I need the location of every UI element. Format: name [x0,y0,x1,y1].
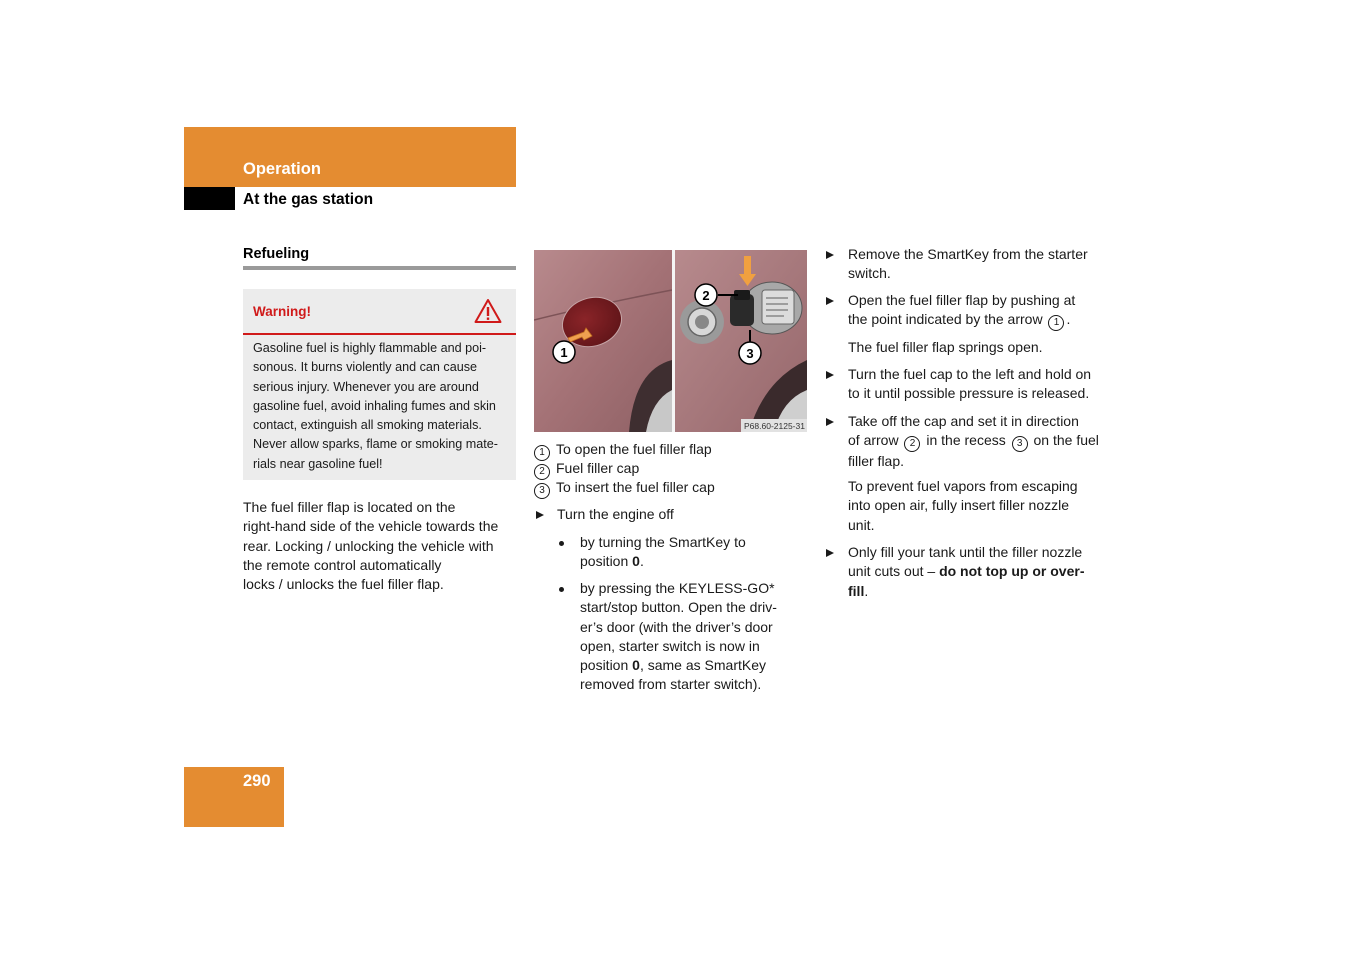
sub-step-keyless-go [580,579,810,695]
step-line: the point indicated by the arrow 1 . [848,310,1108,331]
note-flap-springs-open: The fuel filler flap springs open. [848,339,1043,355]
callout-3-label: 3 [746,346,754,361]
sub-step-smartkey [580,533,810,572]
warning-line: gasoline fuel, avoid inhaling fumes and skin [253,398,496,413]
warning-text [253,339,511,474]
warning-line: sonous. It burns violently and can cause [253,360,478,375]
note-fuel-vapors [848,477,1108,535]
sub-step-line: position 0. [580,553,644,570]
legend-text: Fuel filler cap [556,460,640,476]
callout-1-icon [553,341,575,363]
number-3-icon: 3 [534,483,550,499]
warning-line: rials near gasoline fuel! [253,456,383,471]
warning-line: Gasoline fuel is highly flammable and poi- [253,341,487,355]
step-arrow-icon [826,371,834,379]
intro-line: right-hand side of the vehicle towards the [243,518,499,535]
intro-line: The fuel filler flap is located on the [243,499,456,515]
note-line: To prevent fuel vapors from escaping [848,478,1078,494]
bullet-icon [559,541,564,546]
step-line: Take off the cap and set it in direction [848,413,1079,429]
step-line: Only fill your tank until the filler nozzle [848,544,1083,560]
refueling-heading: Refueling [243,246,310,262]
heading-rule [243,266,516,270]
legend-item [534,440,814,461]
number-1-icon: 1 [534,445,550,461]
image-code: P68.60-2125-31 [744,421,805,431]
callout-2-icon [695,284,717,306]
section-title: Operation [243,160,321,178]
callout-3-icon [739,342,761,364]
step-engine-off: Turn the engine off [557,506,674,522]
legend-item [534,478,814,499]
step-line: filler flap. [848,453,905,470]
legend-text: To insert the fuel filler cap [556,479,715,495]
warning-rule [243,333,516,335]
step-arrow-icon [826,549,834,557]
step-take-off-cap [848,412,1108,472]
number-2-icon: 2 [904,436,920,452]
warning-line: contact, extinguish all smoking materials. [253,418,482,433]
callout-2-label: 2 [702,288,710,303]
step-remove-smartkey [848,245,1108,284]
step-line: to it until possible pressure is released. [848,385,1090,402]
step-arrow-icon [536,511,544,519]
page-number: 290 [243,772,271,790]
step-line: Turn the fuel cap to the left and hold on [848,366,1092,382]
warning-title: Warning! [253,304,311,319]
step-arrow-icon [826,251,834,259]
callout-1-label: 1 [560,345,568,360]
number-1-icon: 1 [1048,315,1064,331]
warning-line: serious injury. Whenever you are around [253,379,479,394]
note-line: unit. [848,516,875,533]
sub-step-line: er’s door (with the driver’s door [580,618,773,635]
warning-triangle-icon [474,298,502,324]
subsection-title: At the gas station [243,191,374,208]
step-line: Open the fuel filler flap by pushing at [848,292,1076,308]
warning-line: Never allow sparks, flame or smoking mate- [253,437,498,452]
sub-step-line: by turning the SmartKey to [580,534,746,550]
step-line: switch. [848,265,891,282]
header-band [184,127,516,187]
sub-step-line: removed from starter switch). [580,676,762,693]
step-open-flap [848,291,1108,331]
step-line: unit cuts out – do not top up or over- [848,563,1085,580]
sub-step-line: open, starter switch is now in [580,637,760,654]
number-2-icon: 2 [534,464,550,480]
bullet-icon [559,587,564,592]
step-line: of arrow 2 in the recess 3 on the fuel [848,431,1108,452]
section-marker [184,187,235,210]
sub-step-line: position 0, same as SmartKey [580,657,766,674]
legend-text: To open the fuel filler flap [556,441,712,457]
fuel-filler-photo [534,250,807,432]
step-arrow-icon [826,418,834,426]
step-line: Remove the SmartKey from the starter [848,246,1088,262]
step-line: fill. [848,582,869,599]
note-line: into open air, fully insert filler nozzle [848,497,1069,514]
intro-line: the remote control automatically [243,556,442,573]
step-fill-tank [848,543,1108,601]
sub-step-line: start/stop button. Open the driv- [580,599,777,616]
number-3-icon: 3 [1012,436,1028,452]
step-arrow-icon [826,297,834,305]
intro-paragraph [243,498,518,594]
legend-item [534,459,814,480]
sub-step-line: by pressing the KEYLESS-GO* [580,580,775,596]
intro-line: rear. Locking / unlocking the vehicle with [243,537,494,554]
step-turn-cap [848,365,1108,404]
intro-line: locks / unlocks the fuel filler flap. [243,576,444,593]
